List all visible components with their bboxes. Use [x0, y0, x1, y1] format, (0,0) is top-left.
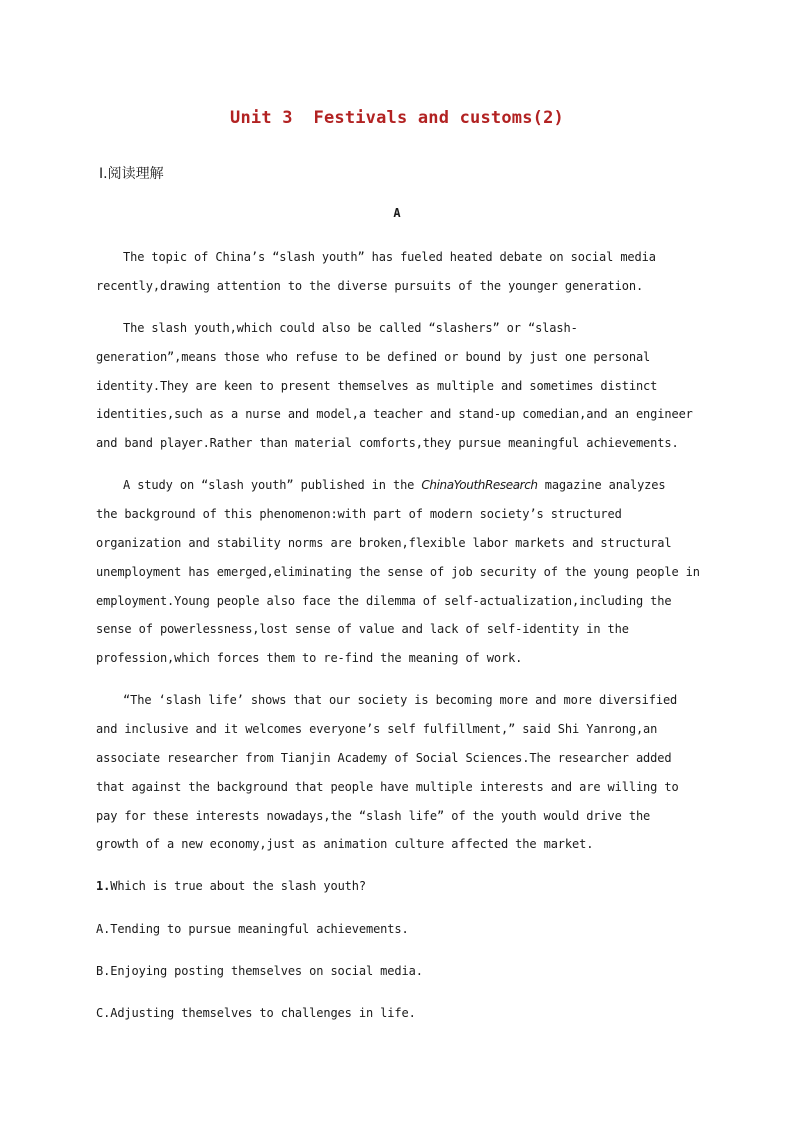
passage-label: A — [393, 206, 401, 220]
paragraph-3-line-5: employment.Young people also face the dilemma of self-actualization,including the — [96, 594, 672, 608]
paragraph-4-line-5: pay for these interests nowadays,the “slash life” of the youth would drive the — [96, 809, 651, 823]
paragraph-2-line-1: The slash youth,which could also be called “slashers” or “slash- — [123, 321, 578, 335]
page-title: Unit 3 Festivals and customs(2) — [230, 108, 564, 128]
paragraph-2-line-4: identities,such as a nurse and model,a teacher and stand-up comedian,and an engineer — [96, 407, 693, 421]
question-text: Which is true about the slash youth? — [110, 879, 366, 893]
paragraph-3-line-1 — [123, 477, 666, 493]
paragraph-3-line-2: the background of this phenomenon:with part of modern society’s structured — [96, 507, 622, 521]
paragraph-4-line-3: associate researcher from Tianjin Academy of Social Sciences.The researcher added — [96, 751, 672, 765]
paragraph-3-text-end: magazine analyzes — [537, 478, 666, 492]
paragraph-2-line-5: and band player.Rather than material comforts,they pursue meaningful achievements. — [96, 436, 679, 450]
paragraph-4-line-4: that against the background that people have multiple interests and are willing to — [96, 780, 679, 794]
question-number: 1. — [96, 879, 111, 893]
paragraph-3-line-4: unemployment has emerged,eliminating the sense of job security of the young people in — [96, 565, 700, 579]
paragraph-4-line-1: “The ‘slash life’ shows that our society is becoming more and more diversified — [123, 693, 678, 707]
option-a: A.Tending to pursue meaningful achievements. — [96, 922, 409, 936]
option-c: C.Adjusting themselves to challenges in life. — [96, 1006, 416, 1020]
option-b: B.Enjoying posting themselves on social media. — [96, 964, 423, 978]
question-1 — [96, 878, 366, 894]
paragraph-3-line-7: profession,which forces them to re-find the meaning of work. — [96, 651, 523, 665]
paragraph-4-line-2: and inclusive and it welcomes everyone’s self fulfillment,” said Shi Yanrong,an — [96, 722, 658, 736]
paragraph-1-line-1: The topic of China’s “slash youth” has fueled heated debate on social media — [123, 250, 656, 264]
paragraph-2-line-3: identity.They are keen to present themselves as multiple and sometimes distinct — [96, 379, 658, 393]
paragraph-3-line-6: sense of powerlessness,lost sense of value and lack of self-identity in the — [96, 622, 629, 636]
section-heading: Ⅰ.阅读理解 — [99, 166, 164, 182]
paragraph-4-line-6: growth of a new economy,just as animation culture affected the market. — [96, 837, 594, 851]
paragraph-2-line-2: generation”,means those who refuse to be defined or bound by just one personal — [96, 350, 651, 364]
paragraph-3-line-3: organization and stability norms are broken,flexible labor markets and structural — [96, 536, 672, 550]
magazine-title: ChinaYouthResearch — [421, 478, 538, 492]
paragraph-3-text-start: A study on “slash youth” published in the — [123, 478, 422, 492]
paragraph-1-line-2: recently,drawing attention to the diverse pursuits of the younger generation. — [96, 279, 644, 293]
